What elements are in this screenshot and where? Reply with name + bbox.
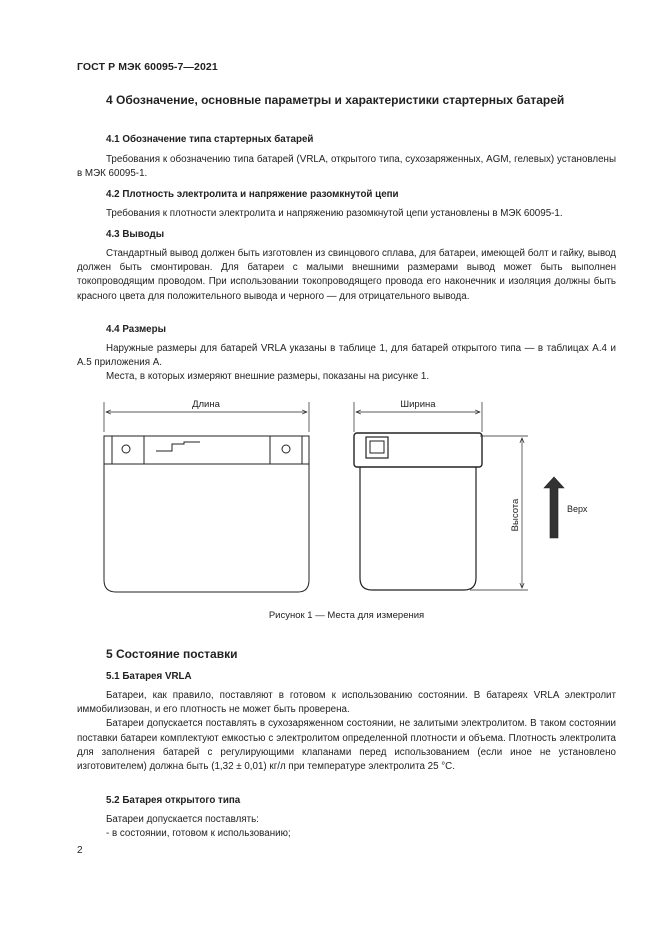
- up-arrow-icon: [544, 477, 564, 538]
- section-4-4-text: Наружные размеры для батарей VRLA указаны в таблице 1, для батарей открытого типа — в таблицах А.4 и А.5 приложения А. Места, в которых измеряют внешние размеры, показаны на рисунке 1.: [77, 343, 616, 383]
- page-number: 2: [77, 845, 83, 856]
- section-4-3-text: Стандартный вывод должен быть изготовлен из свинцового сплава, для батареи, имеющей болт и гайку, вывод должен быть смонтирован. Для батареи с малыми внешними размерами вывод может быть выполнен токопроводящим проводом. При использовании токопроводящего провода его наконечник и изоляция должны быть красного цвета для положительного вывода и черного — для отрицательного вывода.: [77, 248, 616, 302]
- section-5-2-text: Батареи допускается поставлять: - в состоянии, готовом к использованию;: [77, 813, 616, 841]
- height-label: Высота: [510, 498, 521, 532]
- section-4-2-title: 4.2 Плотность электролита и напряжение разомкнутой цепи: [106, 189, 399, 200]
- battery-side-view: [354, 402, 528, 590]
- top-label: Верх: [567, 504, 588, 514]
- list-item: - в состоянии, готовом к использованию;: [106, 828, 291, 840]
- section-5-1-text: Батареи, как правило, поставляют в готовом к использованию состоянии. В батареях VRLA электролит иммобилизован, и его плотность не может быть проверена. Батареи допускается поставлять в сухозаряженном состоянии, не залитыми электролитом. В таком состоянии поставки батареи комплектуют емкостью с электролитом определенной плотности и объема. Плотность электролита для заполнения батарей с регулирующими клапанами перед использованием (если иное не установлено изготовителем) должна быть (1,32 ± 0,01) кг/л при температуре электролита 25 °C.: [77, 690, 616, 773]
- section-4-3-title: 4.3 Выводы: [106, 229, 165, 240]
- section-4-1-title: 4.1 Обозначение типа стартерных батарей: [106, 134, 314, 145]
- section-5-1-title: 5.1 Батарея VRLA: [106, 671, 192, 682]
- document-header: ГОСТ Р МЭК 60095-7—2021: [77, 61, 218, 73]
- figure-measurement-diagram: [0, 390, 661, 605]
- section-4-title: 4 Обозначение, основные параметры и характеристики стартерных батарей: [106, 93, 565, 107]
- length-label: Длина: [192, 399, 220, 410]
- section-5-title: 5 Состояние поставки: [106, 647, 238, 661]
- figure-caption: Рисунок 1 — Места для измерения: [268, 610, 425, 621]
- section-4-1-text: Требования к обозначению типа батарей (VRLA, открытого типа, сухозаряженных, AGM, гелевых) установлены в МЭК 60095-1.: [77, 154, 616, 180]
- section-4-4-title: 4.4 Размеры: [106, 324, 166, 335]
- section-4-2-text: Требования к плотности электролита и напряжению разомкнутой цепи установлены в МЭК 60095-1.: [106, 208, 563, 219]
- battery-front-view: [104, 402, 309, 592]
- width-label: Ширина: [400, 399, 436, 410]
- section-5-2-title: 5.2 Батарея открытого типа: [106, 795, 241, 806]
